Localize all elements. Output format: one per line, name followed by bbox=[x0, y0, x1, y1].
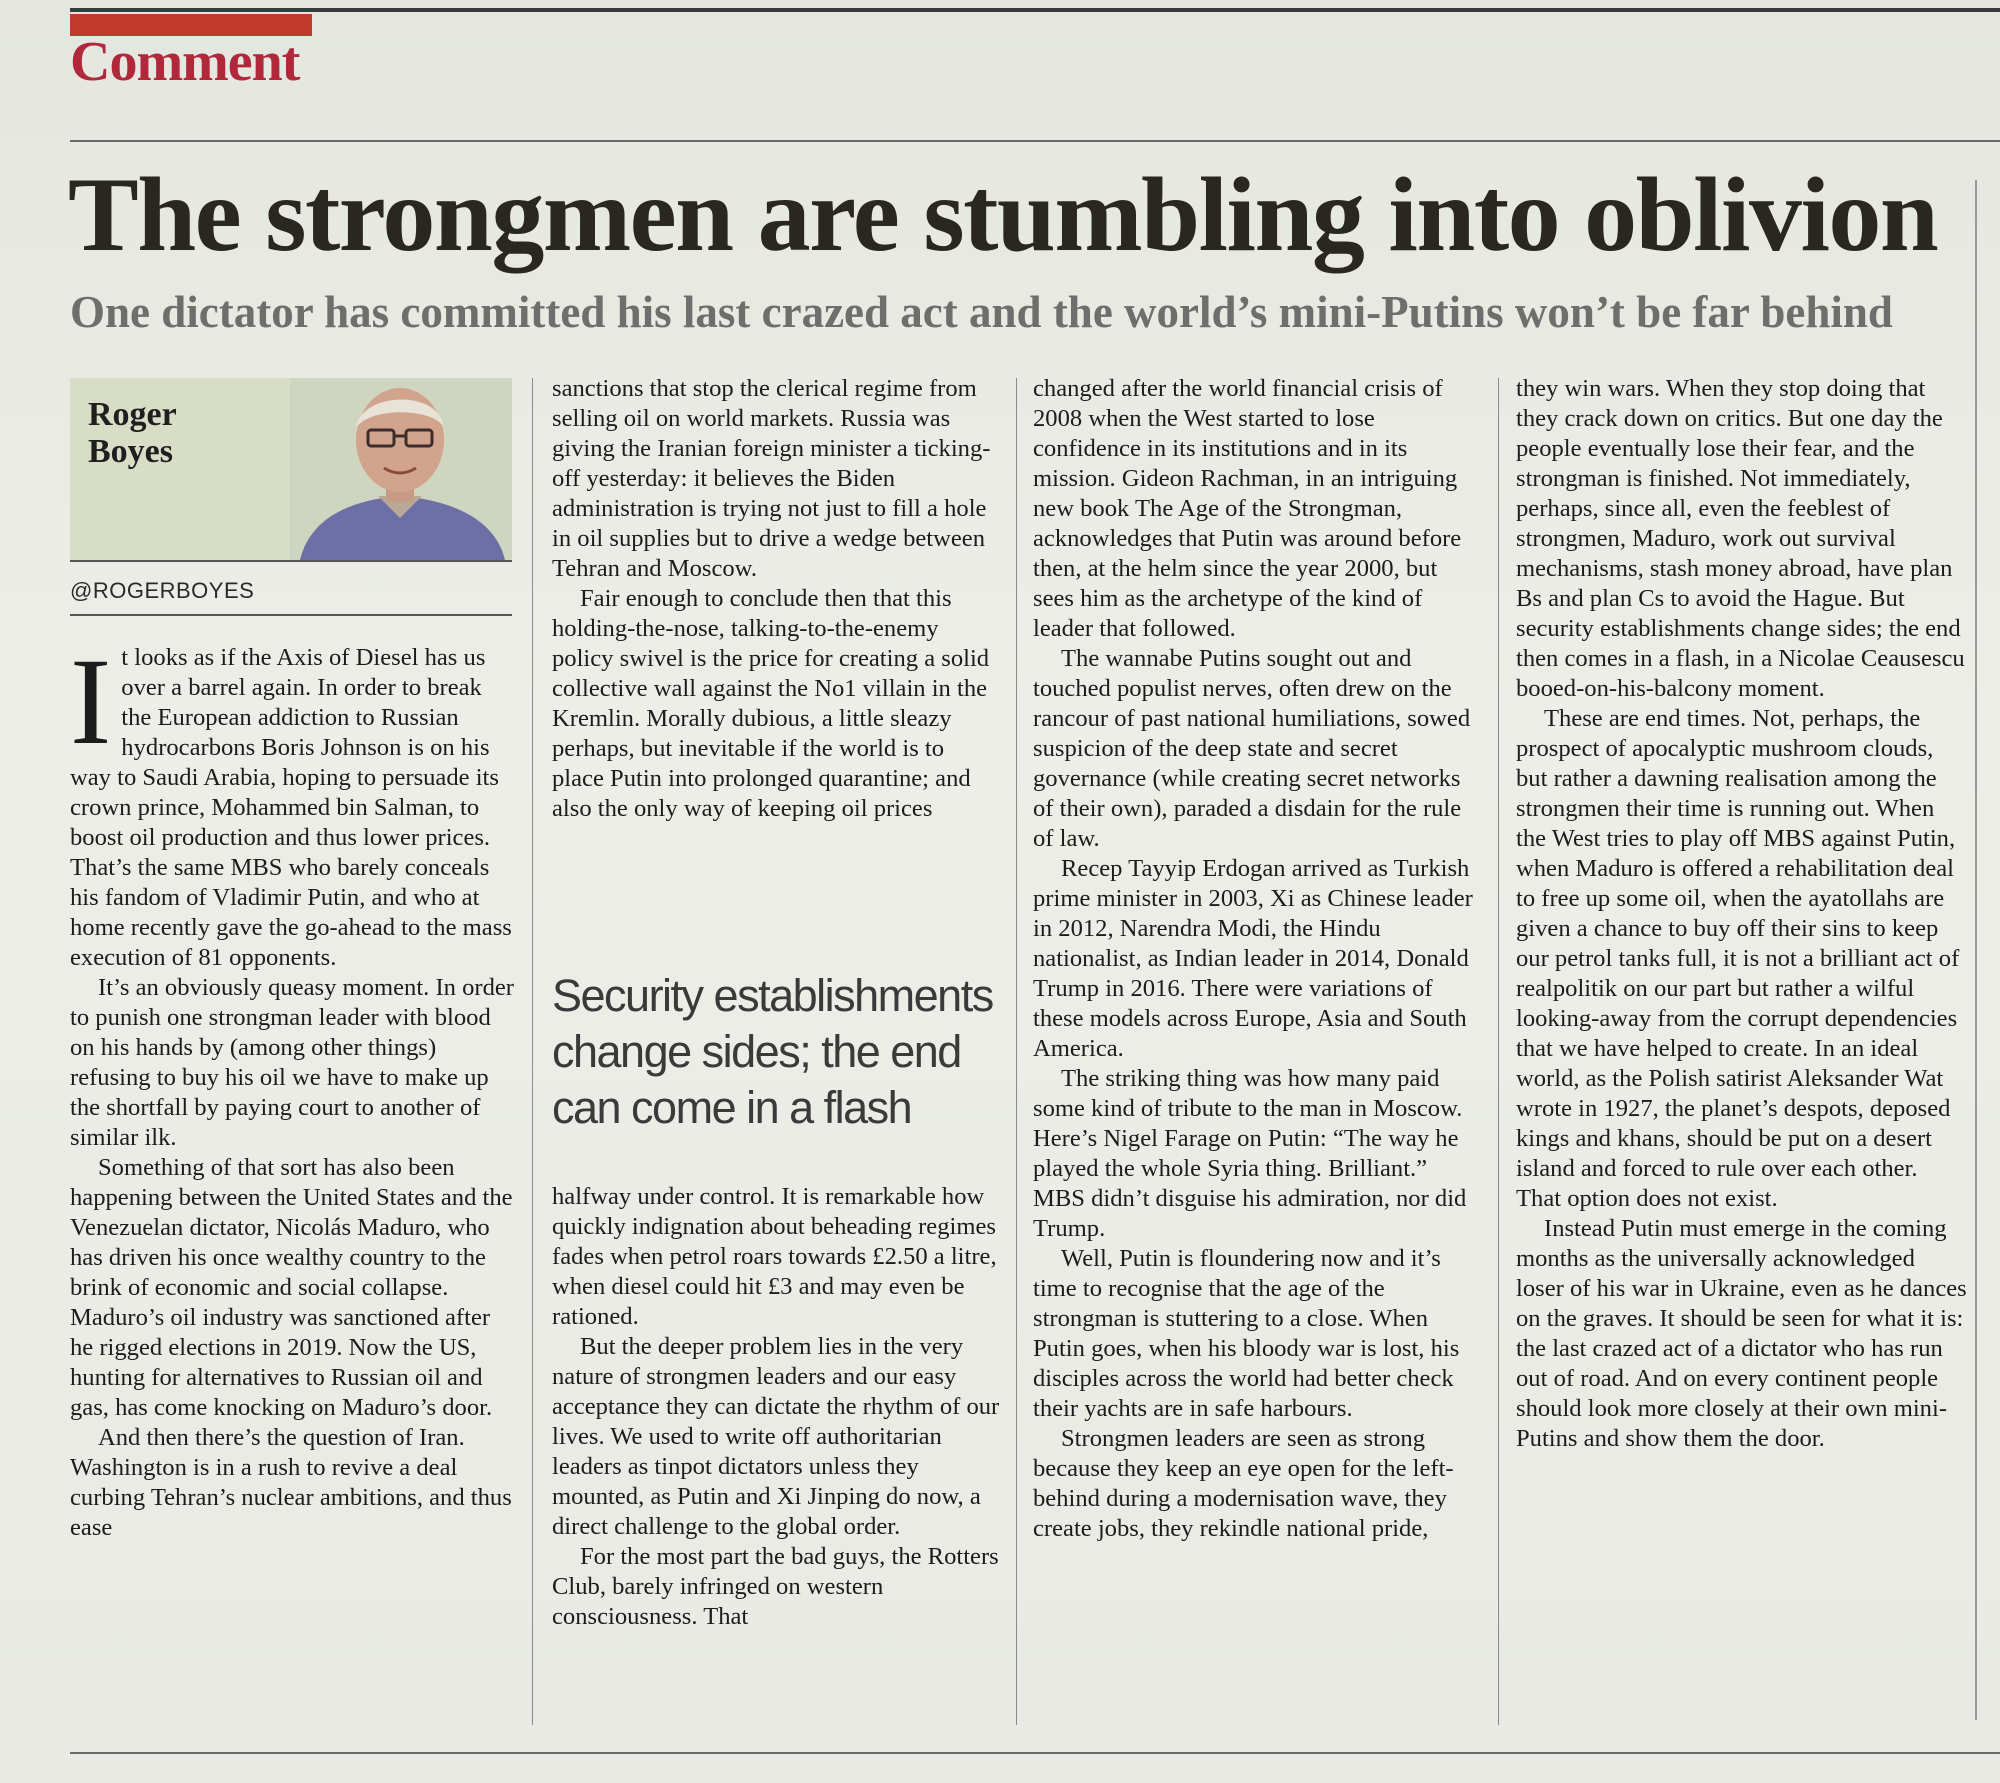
author-first-name: Roger bbox=[88, 396, 177, 433]
byline-box bbox=[70, 378, 512, 562]
drop-cap: I bbox=[70, 633, 112, 770]
author-handle: @ROGERBOYES bbox=[70, 578, 255, 603]
column-separator bbox=[1016, 378, 1017, 1725]
headline: The strongmen are stumbling into oblivion bbox=[68, 156, 1938, 273]
paragraph: Fair enough to conclude then that this holding-the-nose, talking-to-the-enemy policy swivel is the price for creating a solid collective wall against the No1 villain in the Kremlin. Morally dubious, a little sleazy perhaps, but inevitable if the world is to place Putin into prolonged quarantine; and also the only way of keeping oil prices bbox=[552, 585, 990, 822]
column-2-continued bbox=[552, 1182, 1002, 1632]
paragraph: changed after the world financial crisis of 2008 when the West started to lose confidence in its institutions and in its mission. Gideon Rachman, in an intriguing new book The Age of the Strongman, acknowledges that Putin was around before then, at the helm since the year 2000, but sees him as the archetype of the kind of leader that followed. bbox=[1033, 375, 1462, 642]
paragraph-text: t looks as if the Axis of Diesel has us over a barrel again. In order to break the European addiction to Russian hydrocarbons Boris Johnson is on his way to Saudi Arabia, hoping to persuade its crown prince, Mohammed bin Salman, to boost oil production and thus lower prices. That’s the same MBS who barely conceals his fandom of Vladimir Putin, and who at home recently gave the go-ahead to the mass execution of 81 opponents. bbox=[70, 644, 512, 971]
paragraph: But the deeper problem lies in the very nature of strongmen leaders and our easy acceptance they can dictate the rhythm of our lives. We used to write off authoritarian leaders as tinpot dictators unless they mounted, as Putin and Xi Jinping do now, a direct challenge to the global order. bbox=[552, 1333, 1000, 1540]
paragraph: halfway under control. It is remarkable how quickly indignation about beheading regimes fades when petrol roars towards £2.50 a litre, when diesel could hit £3 and may even be rationed. bbox=[552, 1183, 997, 1330]
column-1 bbox=[70, 633, 516, 1543]
paragraph: Strongmen leaders are seen as strong because they keep an eye open for the left-behind during a modernisation wave, they create jobs, they rekindle national pride, bbox=[1033, 1425, 1454, 1542]
top-rule bbox=[70, 8, 2000, 12]
column-4 bbox=[1516, 374, 1968, 1454]
paragraph: they win wars. When they stop doing that they crack down on critics. But one day the people eventually lose their fear, and the strongman is finished. Not immediately, perhaps, since all, even the feeblest of strongmen, Maduro, work out survival mechanisms, stash money abroad, have plan Bs and plan Cs to avoid the Hague. But security establishments change sides; the end then comes in a flash, in a Nicolae Ceausescu booed-on-his-balcony moment. bbox=[1516, 375, 1965, 702]
column-3 bbox=[1033, 374, 1483, 1544]
paragraph: The striking thing was how many paid some kind of tribute to the man in Moscow. Here’s Nigel Farage on Putin: “The way he played the whole Syria thing. Brilliant.” MBS didn’t disguise his admiration, nor did Trump. bbox=[1033, 1065, 1467, 1242]
paragraph: It’s an obviously queasy moment. In order to punish one strongman leader with blood on his hands by (among other things) refusing to buy his oil we have to make up the shortfall by paying court to another of similar ilk. bbox=[70, 974, 514, 1151]
right-column-rule bbox=[1975, 180, 1977, 1720]
paragraph: sanctions that stop the clerical regime from selling oil on world markets. Russia was giving the Iranian foreign minister a ticking-off yesterday: it believes the Biden administration is trying not just to fill a hole in oil supplies but to drive a wedge between Tehran and Moscow. bbox=[552, 375, 991, 582]
standfirst: One dictator has committed his last crazed act and the world’s mini-Putins won’t be far behind bbox=[70, 287, 1893, 337]
paragraph: And then there’s the question of Iran. Washington is in a rush to revive a deal curbing Tehran’s nuclear ambitions, and thus ease bbox=[70, 1424, 512, 1541]
author-name bbox=[88, 396, 238, 471]
paragraph: Instead Putin must emerge in the coming months as the universally acknowledged loser of his war in Ukraine, even as he dances on the graves. It should be seen for what it is: the last crazed act of a dictator who has run out of road. And on every continent people should look more closely at their own mini-Putins and show them the door. bbox=[1516, 1215, 1967, 1452]
paragraph: The wannabe Putins sought out and touched populist nerves, often drew on the rancour of past national humiliations, sowed suspicion of the deep state and secret governance (while creating secret networks of their own), paraded a disdain for the rule of law. bbox=[1033, 645, 1471, 852]
footer-rule bbox=[70, 1752, 2000, 1754]
column-separator bbox=[532, 378, 533, 1725]
byline-rule bbox=[70, 614, 512, 616]
paragraph bbox=[70, 633, 516, 973]
section-divider bbox=[70, 140, 2000, 142]
pull-quote: Security establishments change sides; the end can come in a flash bbox=[552, 970, 993, 1133]
paragraph: These are end times. Not, perhaps, the prospect of apocalyptic mushroom clouds, but rather a dawning realisation among the strongmen their time is running out. When the West tries to play off MBS against Putin, when Maduro is offered a rehabilitation deal to free up some oil, when the ayatollahs are given a chance to buy off their sins to keep our petrol tanks full, it is not a brilliant act of realpolitik on our part but rather a wilful looking-away from the corrupt dependencies that we have helped to create. In an ideal world, as the Polish satirist Aleksander Wat wrote in 1927, the planet’s despots, deposed kings and khans, should be put on a desert island and forced to rule over each other. That option does not exist. bbox=[1516, 705, 1960, 1212]
column-separator bbox=[1498, 378, 1499, 1725]
author-photo bbox=[290, 378, 512, 560]
paragraph: Recep Tayyip Erdogan arrived as Turkish prime minister in 2003, Xi as Chinese leader in 2012, Narendra Modi, the Hindu nationalist, as Indian leader in 2014, Donald Trump in 2016. There were variations of these models across Europe, Asia and South America. bbox=[1033, 855, 1473, 1062]
paragraph: Something of that sort has also been happening between the United States and the Venezuelan dictator, Nicolás Maduro, who has driven his once wealthy country to the brink of economic and social collapse. Maduro’s oil industry was sanctioned after he rigged elections in 2019. Now the US, hunting for alternatives to Russian oil and gas, has come knocking on Maduro’s door. bbox=[70, 1154, 513, 1421]
paragraph: For the most part the bad guys, the Rotters Club, barely infringed on western consciousness. That bbox=[552, 1543, 999, 1630]
author-last-name: Boyes bbox=[88, 433, 173, 471]
paragraph: Well, Putin is floundering now and it’s time to recognise that the age of the strongman is stuttering to a close. When Putin goes, when his bloody war is lost, his disciples across the world had better check their yachts are in safe harbours. bbox=[1033, 1245, 1460, 1422]
column-2 bbox=[552, 374, 1002, 824]
section-label: Comment bbox=[70, 31, 300, 93]
